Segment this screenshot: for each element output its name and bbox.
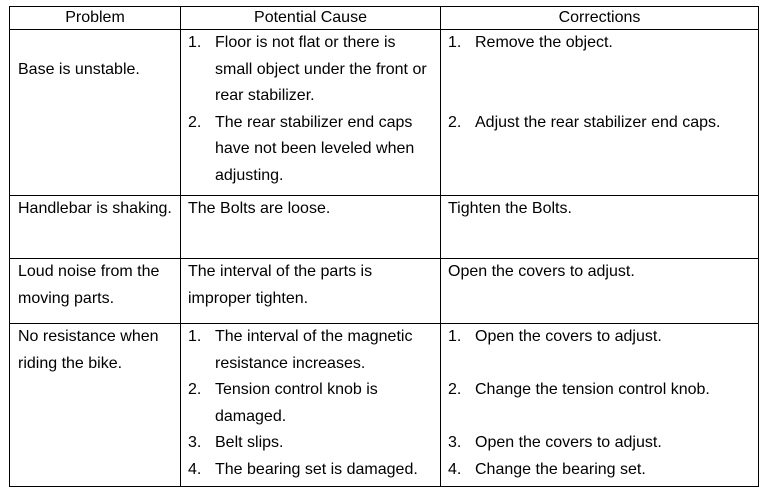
correction-text: Tighten the Bolts. — [448, 200, 572, 217]
correction-cell — [441, 196, 759, 259]
correction-text: Open the covers to adjust. — [448, 263, 635, 280]
problem-cell — [10, 259, 181, 324]
list-item: 2. Change the tension control knob. — [448, 381, 710, 398]
table-row — [10, 259, 759, 324]
list-item: 4. The bearing set is damaged. — [188, 460, 418, 478]
list-item: 2. The rear stabilizer end caps have not been leveled when adjusting. — [188, 113, 415, 184]
troubleshooting-table — [9, 6, 759, 487]
cause-text: The interval of the parts is improper tighten. — [188, 263, 373, 307]
problem-cell — [10, 324, 181, 487]
problem-cell — [10, 30, 181, 196]
problem-text: Loud noise from the moving parts. — [18, 263, 160, 307]
list-item: 1. Floor is not flat or there is small object under the front or rear stabilizer. — [188, 34, 427, 104]
cause-cell — [181, 30, 441, 196]
list-item: 1. Open the covers to adjust. — [448, 328, 662, 345]
header-corrections: Corrections — [441, 7, 759, 30]
cause-cell — [181, 196, 441, 259]
correction-cell — [441, 259, 759, 324]
cause-cell — [181, 324, 441, 487]
header-problem: Problem — [10, 7, 181, 30]
header-potential-cause: Potential Cause — [181, 7, 441, 30]
correction-list — [448, 324, 754, 483]
problem-cell — [10, 196, 181, 259]
list-item: 1. Remove the object. — [448, 34, 613, 51]
list-item: 1. The interval of the magnetic resistance increases. — [188, 328, 413, 372]
correction-list — [448, 30, 754, 136]
cause-list — [188, 324, 436, 483]
table-row — [10, 324, 759, 487]
header-row — [10, 7, 759, 30]
list-item: 3. Belt slips. — [188, 434, 284, 451]
problem-text: Handlebar is shaking. — [18, 200, 172, 217]
table-row — [10, 30, 759, 196]
cause-cell — [181, 259, 441, 324]
correction-cell — [441, 30, 759, 196]
correction-cell — [441, 324, 759, 487]
cause-text: The Bolts are loose. — [188, 200, 331, 217]
cause-list — [188, 30, 436, 189]
list-item: 2. Adjust the rear stabilizer end caps. — [448, 113, 721, 131]
table-row — [10, 196, 759, 259]
list-item: 3. Open the covers to adjust. — [448, 434, 662, 451]
problem-text: No resistance when riding the bike. — [18, 328, 159, 372]
problem-text: Base is unstable. — [18, 60, 140, 78]
list-item: 4. Change the bearing set. — [448, 460, 646, 478]
list-item: 2. Tension control knob is damaged. — [188, 381, 378, 425]
